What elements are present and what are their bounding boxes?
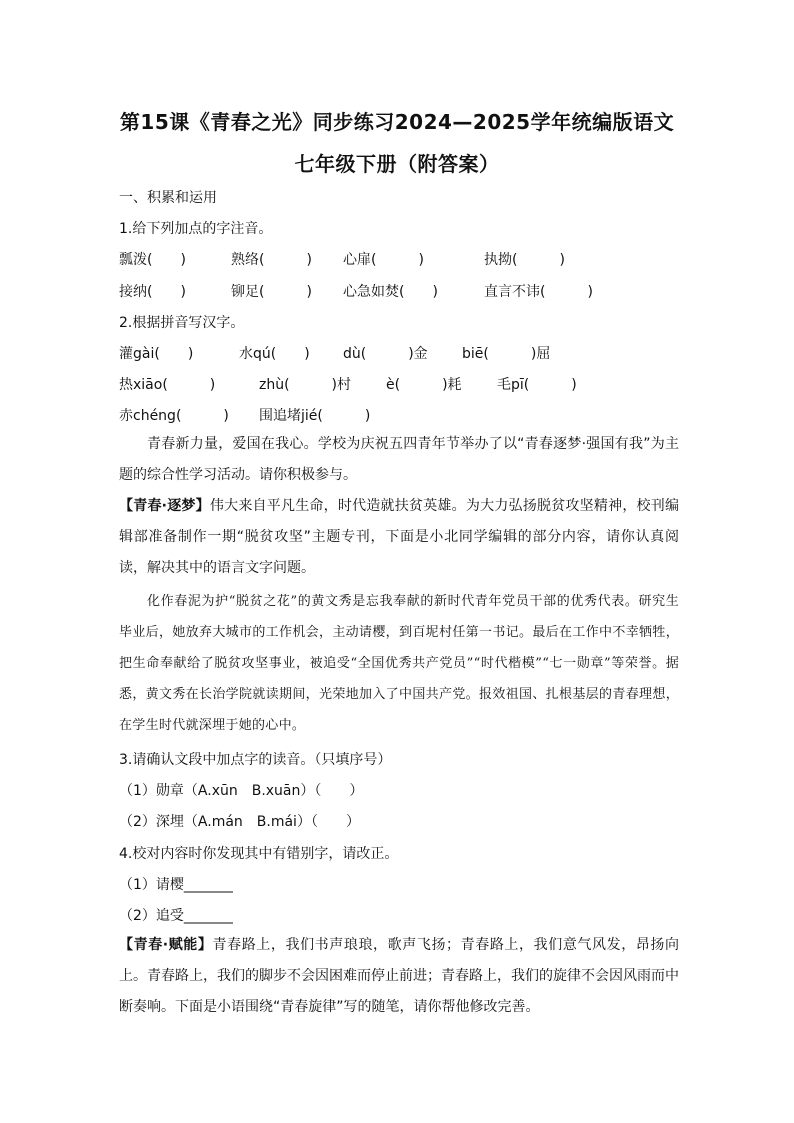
part1-heading: 【青春·逐梦】 [119, 498, 210, 514]
excerpt-passage: 化作春泥为护“脱贫之花”的黄文秀是忘我奉献的新时代青年党员干部的优秀代表。研究生毕业后，她放弃大城市的工作机会，主动请樱，到百坭村任第一书记。最后在工作中不幸牺牲，把生命奉献给了脱贫攻坚事业，被追受“全国优秀共产党员”“时代楷模”“七一勋章”等荣誉。据悉，黄文秀在长治学院就读期间，光荣地加入了中国共产党。报效祖国、扎根基层的青春理想，在学生时代就深埋于她的心中。 [119, 594, 679, 733]
q1-item-6: 铆足( ) [231, 284, 312, 300]
q2-item-5: 热xiāo( ) [119, 377, 216, 393]
q2-item-1: 灌gài( ) [119, 346, 194, 362]
part1-text: 伟大来自平凡生命，时代造就扶贫英雄。为大力弘扬脱贫攻坚精神，校刊编辑部准备制作一期“脱贫攻坚”主题专刊，下面是小北同学编辑的部分内容，请你认真阅读，解决其中的语言文字问题。 [119, 498, 679, 576]
q1-item-1: 瓢泼( ) [119, 252, 186, 268]
q2-item-2: 水qú( ) [239, 346, 310, 362]
q1-item-4: 执拗( ) [484, 252, 565, 268]
q4-option-1: （1）请樱_______ [119, 877, 233, 893]
q2-item-7: è( )耗 [386, 377, 462, 393]
question-4-stem: 4.校对内容时你发现其中有错别字，请改正。 [119, 846, 399, 862]
part2-paragraph [119, 930, 679, 1023]
part1-paragraph [119, 491, 679, 584]
question-2-stem: 2.根据拼音写汉字。 [119, 315, 245, 331]
q2-item-8: 毛pī( ) [497, 377, 577, 393]
q1-item-5: 接纳( ) [119, 284, 186, 300]
q2-item-3: dù( )金 [343, 346, 428, 362]
section-heading: 一、积累和运用 [119, 190, 217, 206]
q1-item-3: 心扉( ) [343, 252, 424, 268]
document-title-line2: 七年级下册（附答案） [294, 152, 500, 176]
q1-item-7: 心急如焚( ) [343, 284, 438, 300]
q1-item-8: 直言不讳( ) [484, 284, 593, 300]
q1-item-2: 熟络( ) [231, 252, 312, 268]
q3-option-1: （1）勋章（A.xūn B.xuān）（ ） [119, 783, 364, 799]
question-1-stem: 1.给下列加点的字注音。 [119, 221, 273, 237]
q2-item-6: zhù( )村 [259, 377, 352, 393]
q3-option-2: （2）深埋（A.mán B.mái）（ ） [119, 814, 360, 830]
q2-item-9: 赤chéng( ) [119, 408, 229, 424]
intro-paragraph: 青春新力量，爱国在我心。学校为庆祝五四青年节举办了以“青春逐梦·强国有我”为主题的综合性学习活动。请你积极参与。 [119, 436, 679, 483]
question-3-stem: 3.请确认文段中加点字的读音。（只填序号） [119, 752, 392, 768]
q2-item-4: biē( )屈 [462, 346, 551, 362]
part2-text: 青春路上，我们书声琅琅，歌声飞扬；青春路上，我们意气风发，昂扬向上。青春路上，我们的脚步不会因困难而停止前进；青春路上，我们的旋律不会因风雨而中断奏响。下面是小语围绕“青春旋律”写的随笔，请你帮他修改完善。 [119, 937, 679, 1015]
document-title-line1: 第15课《青春之光》同步练习2024—2025学年统编版语文 [119, 110, 675, 134]
q2-item-10: 围追堵jié( ) [259, 408, 371, 424]
q4-option-2: （2）追受_______ [119, 908, 233, 924]
part2-heading: 【青春·赋能】 [119, 937, 213, 953]
